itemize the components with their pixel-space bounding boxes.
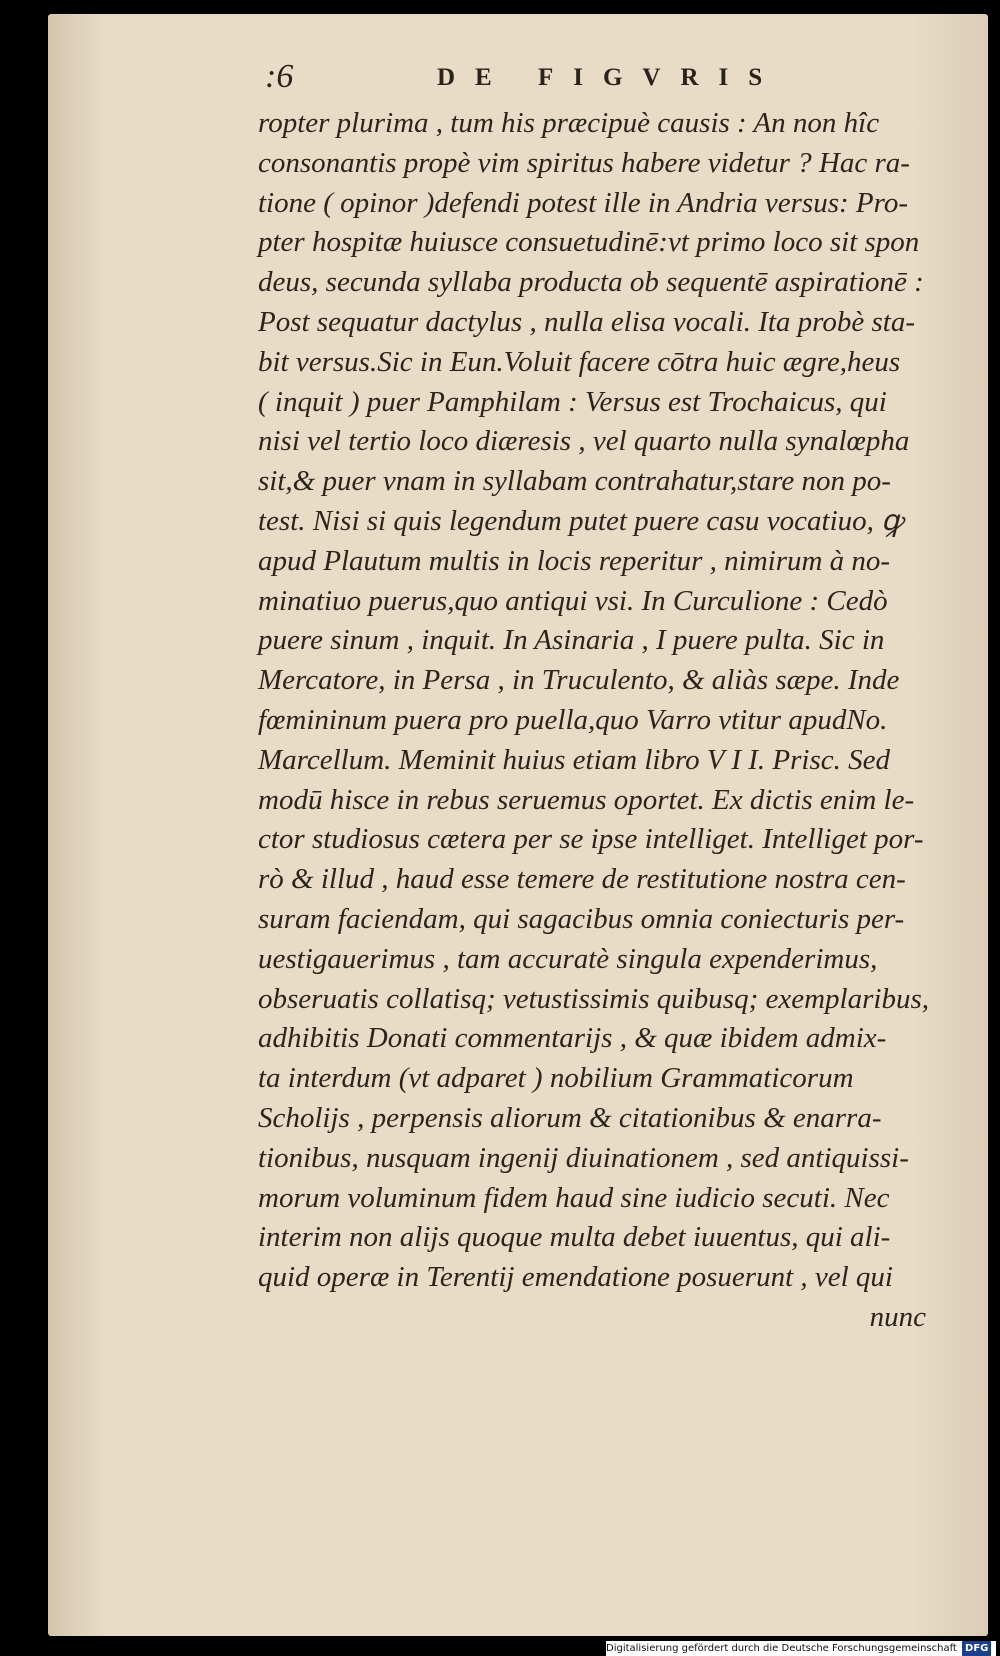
catchword: nunc <box>869 1300 926 1333</box>
text-line: rò & illud , haud esse temere de restitutione nostra cen- <box>258 863 906 896</box>
text-line: tione ( opinor )defendi potest ille in Andria versus: Pro- <box>258 186 908 219</box>
text-line: bit versus.Sic in Eun.Voluit facere cōtra huic ægre,heus <box>258 345 901 378</box>
text-line: Post sequatur dactylus , nulla elisa vocali. Ita probè sta- <box>258 305 915 338</box>
text-line: minatiuo puerus,quo antiqui vsi. In Curculione : Cedò <box>258 584 888 617</box>
text-line: puere sinum , inquit. In Asinaria , I puere pulta. Sic in <box>258 624 885 657</box>
text-line: test. Nisi si quis legendum putet puere casu vocatiuo, ꝙ <box>258 504 903 537</box>
text-line: deus, secunda syllaba producta ob sequentē aspirationē : <box>258 266 924 299</box>
text-line: quid operæ in Terentij emendatione posuerunt , vel qui <box>258 1261 893 1294</box>
text-line: Scholijs , perpensis aliorum & citationibus & enarra- <box>258 1101 882 1134</box>
text-line: consonantis propè vim spiritus habere videtur ? Hac ra- <box>258 146 910 179</box>
dfg-logo: DFG <box>962 1641 991 1656</box>
running-head: DE FIGVRIS <box>437 64 783 91</box>
text-line: sit,& puer vnam in syllabam contrahatur,stare non po- <box>258 465 891 498</box>
text-line: pter hospitæ huiusce consuetudinē:vt primo loco sit spon <box>258 226 920 259</box>
text-line: ropter plurima , tum his præcipuè causis : An non hîc <box>258 107 880 139</box>
text-line: adhibitis Donati commentarijs , & quæ ibidem admix- <box>258 1022 887 1055</box>
text-line: suram faciendam, qui sagacibus omnia coniecturis per- <box>258 902 905 935</box>
text-line: obseruatis collatisq; vetustissimis quibusq; exemplaribus, <box>258 982 929 1015</box>
text-line: Mercatore, in Persa , in Truculento, & aliàs sæpe. Inde <box>258 664 900 697</box>
text-line: ( inquit ) puer Pamphilam : Versus est Trochaicus, qui <box>258 385 887 418</box>
text-line: interim non alijs quoque multa debet iuuentus, qui ali- <box>258 1221 891 1254</box>
page-number: :6 <box>265 58 294 95</box>
text-line: morum voluminum fidem haud sine iudicio secuti. Nec <box>258 1181 890 1214</box>
body-text <box>258 104 958 1338</box>
text-line: Marcellum. Meminit huius etiam libro V I I. Prisc. Sed <box>258 743 890 776</box>
text-line: uestigauerimus , tam accuratè singula expenderimus, <box>258 942 878 975</box>
text-line: apud Plautum multis in locis reperitur , nimirum à no- <box>258 544 891 577</box>
text-line: fœmininum puera pro puella,quo Varro vtitur apudNo. <box>258 703 888 736</box>
text-line: nisi vel tertio loco diæresis , vel quarto nulla synalœpha <box>258 425 910 458</box>
text-line: ctor studiosus cætera per se ipse intelliget. Intelliget por- <box>258 823 924 856</box>
credit-text: Digitalisierung gefördert durch die Deutsche Forschungsgemeinschaft <box>606 1643 957 1654</box>
text-line: modū hisce in rebus seruemus oportet. Ex dictis enim le- <box>258 783 915 816</box>
page-header <box>265 58 965 104</box>
digitization-credit <box>606 1641 996 1656</box>
text-line: tionibus, nusquam ingenij diuinationem , sed antiquissi- <box>258 1141 909 1174</box>
text-line: ta interdum (vt adparet ) nobilium Grammaticorum <box>258 1062 854 1095</box>
